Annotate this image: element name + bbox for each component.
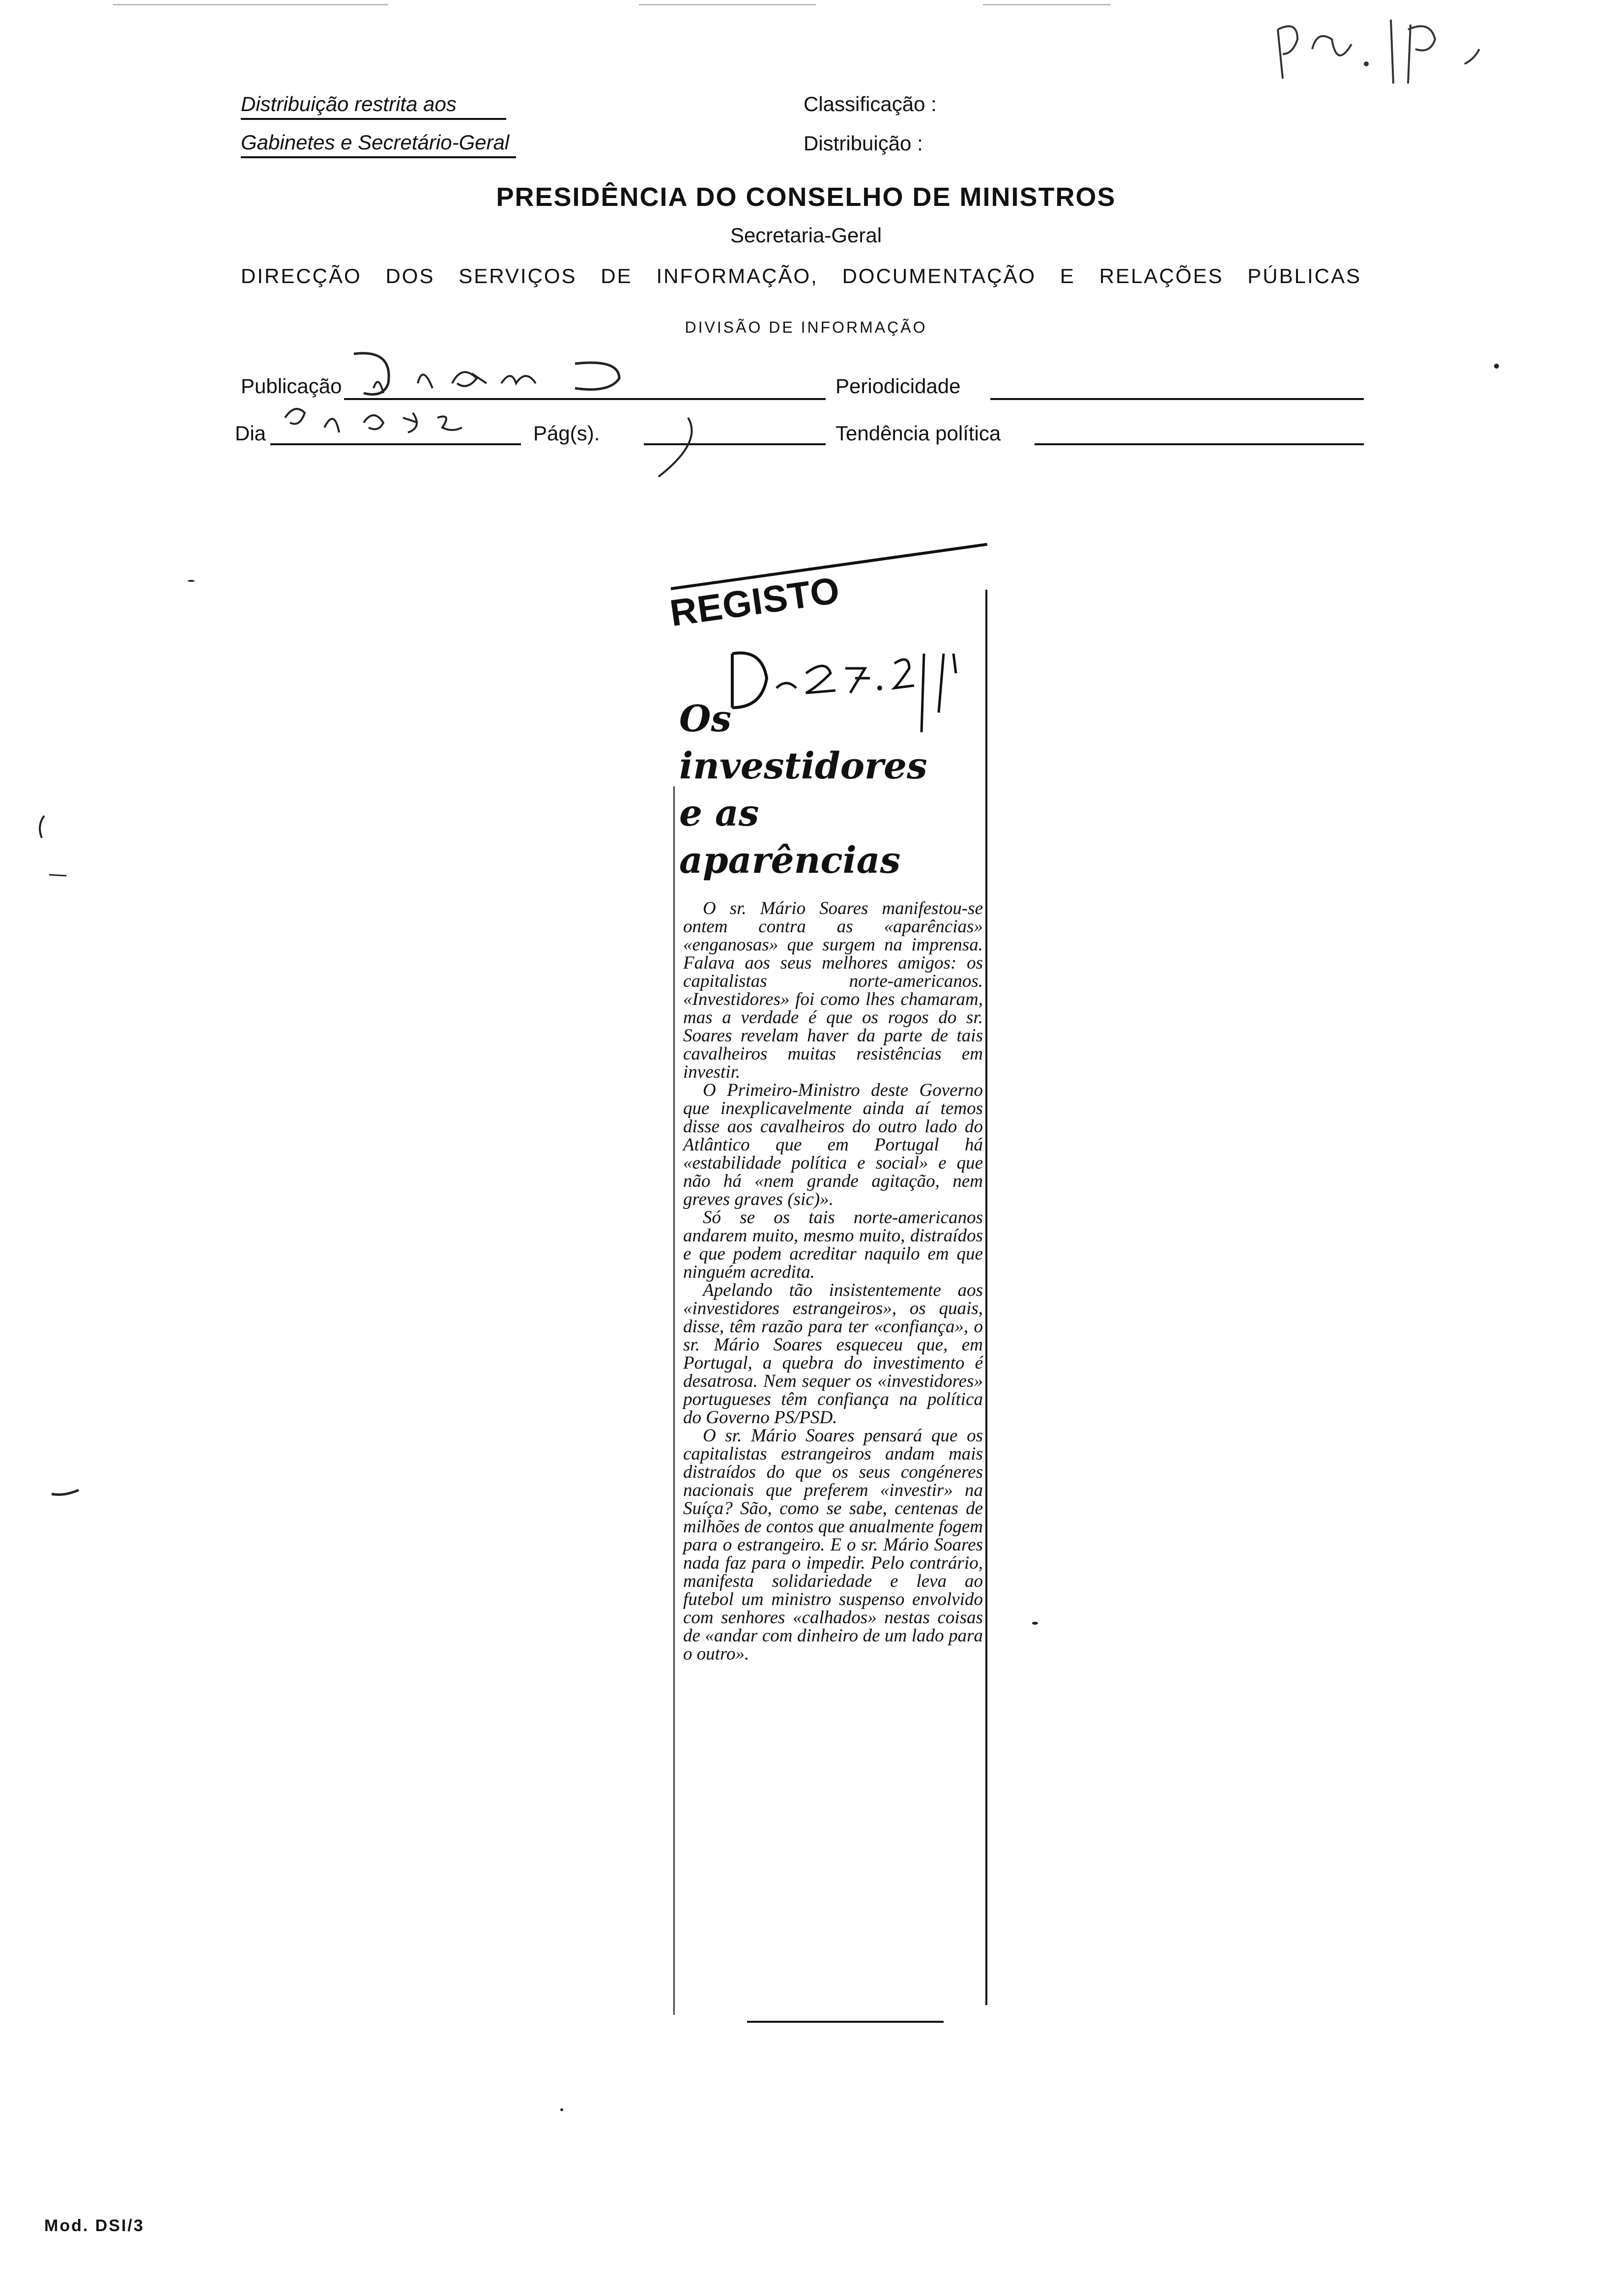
article-paragraph: O sr. Mário Soares manifestou-se ontem contra as «aparências» «enganosas» que surgem na imprensa. Falava aos seus melhores amigos: os capitalistas norte-americanos. «Investidores» foi como lhes chamaram, mas a verdade é que os rogos do sr. Soares revelam haver da parte de tais cavalheiros muitas resistências em investir. [683, 898, 983, 1082]
headline [679, 695, 994, 884]
underline [241, 156, 516, 158]
scan-artifact [983, 4, 1111, 5]
publication-label: Publicação [241, 374, 342, 398]
article-body [683, 899, 983, 1663]
political-tendency-field[interactable] [1035, 443, 1364, 445]
periodicity-field[interactable] [990, 398, 1364, 400]
margin-mark [29, 811, 88, 885]
article-paragraph: O Primeiro-Ministro deste Governo que inexplicavelmente ainda aí temos disse aos cavalheiros do outro lado do Atlântico que em Portugal há «estabilidade política e social» e que não há «nem grande agitação, nem greves graves (sic)». [683, 1080, 983, 1209]
headline-line: e as [679, 792, 759, 834]
day-label: Dia [235, 422, 266, 445]
article-end-rule [747, 2021, 944, 2023]
headline-line: Os [679, 698, 732, 740]
form-code: Mod. DSI/3 [44, 2216, 144, 2235]
division-line: DIVISÃO DE INFORMAÇÃO [685, 318, 927, 336]
column-border-left [673, 786, 675, 2015]
headline-line: aparências [679, 839, 901, 882]
article-paragraph: O sr. Mário Soares pensará que os capitalistas estrangeiros andam mais distraídos do que os seus congéneres nacionais que preferem «investir» na Suíça? São, como se sabe, centenas de milhões de contos que anualmente fogem para o estrangeiro. E o sr. Mário Soares nada faz para o impedir. Pelo contrário, manifesta solidariedade e leva ao futebol um ministro suspenso envolvido com senhores «calhados» nestas coisas de «andar com dinheiro de um lado para o outro». [683, 1426, 983, 1664]
document-title: PRESIDÊNCIA DO CONSELHO DE MINISTROS [496, 182, 1116, 212]
handwritten-entry [344, 344, 688, 491]
scan-artifact [639, 4, 816, 5]
directorate-line: DIRECÇÃO DOS SERVIÇOS DE INFORMAÇÃO, DOCUMENTAÇÃO E RELAÇÕES PÚBLICAS [241, 264, 1361, 287]
handwritten-annotation [1268, 10, 1494, 88]
pages-label: Pág(s). [533, 422, 600, 445]
scan-artifact [113, 4, 388, 5]
periodicity-label: Periodicidade [835, 374, 961, 398]
margin-mark [49, 1484, 88, 1504]
scan-speck [560, 2108, 563, 2111]
article-paragraph: Apelando tão insistentemente aos «investidores estrangeiros», os quais, disse, têm razão para ter «confiança», o sr. Mário Soares esqueceu que, em Portugal, a quebra do investimento é desatrosa. Nem sequer os «investidores» portugueses têm confiança na política do Governo PS/PSD. [683, 1280, 983, 1428]
registo-stamp: REGISTO [667, 569, 843, 635]
article-paragraph: Só se os tais norte-americanos andarem muito, mesmo muito, distraídos e que podem acreditar naquilo em que ninguém acredita. [683, 1207, 983, 1282]
scan-speck [1032, 1622, 1038, 1625]
distribution-restriction-line1: Distribuição restrita aos [241, 92, 457, 115]
political-tendency-label: Tendência política [835, 422, 1001, 445]
classification-label: Classificação : [804, 92, 937, 115]
distribution-label: Distribuição : [804, 132, 923, 155]
document-subtitle: Secretaria-Geral [730, 224, 882, 247]
scan-speck [1494, 364, 1499, 369]
scan-speck [188, 580, 195, 582]
underline [241, 118, 506, 120]
headline-line: investidores [679, 745, 927, 787]
distribution-restriction-line2: Gabinetes e Secretário-Geral [241, 131, 510, 154]
